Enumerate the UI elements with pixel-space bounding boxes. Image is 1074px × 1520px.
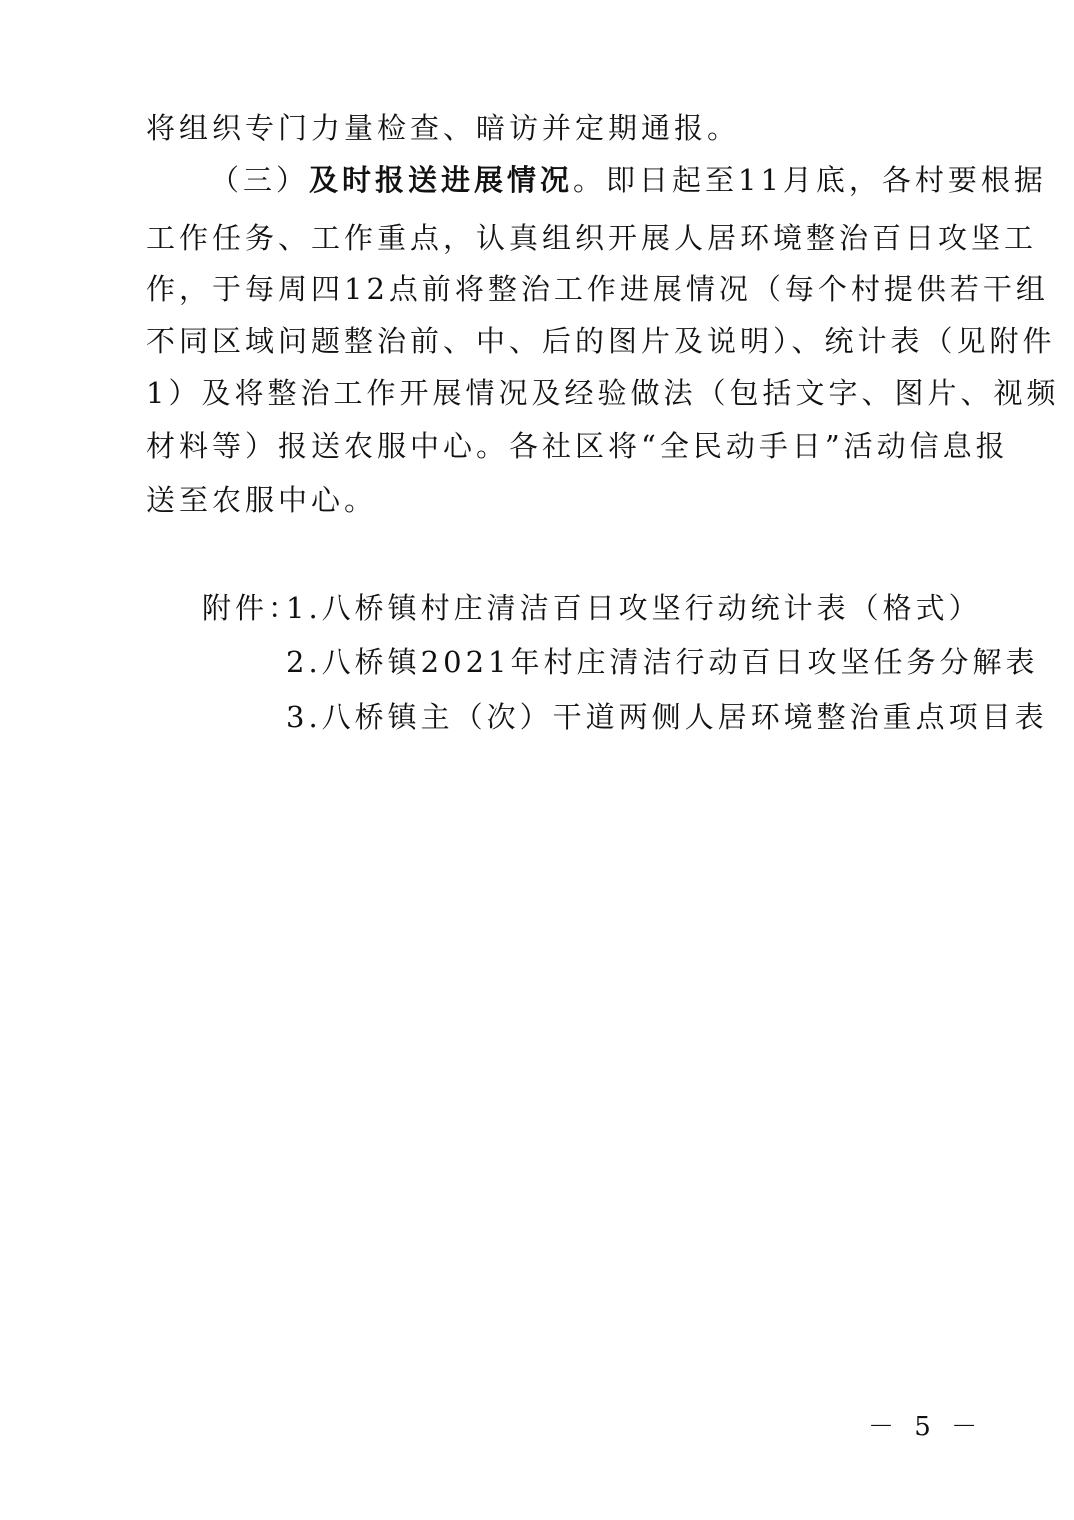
paragraph-continuation-line: 将组织专门力量检查、暗访并定期通报。 bbox=[146, 111, 741, 145]
attachment-item: 2.八桥镇2021年村庄清洁行动百日攻坚任务分解表 bbox=[286, 645, 1039, 679]
paragraph-text: 。即日起至11月底，各村要根据 bbox=[573, 163, 1047, 197]
section-title: 及时报送进展情况 bbox=[309, 163, 574, 197]
paragraph-line: 作，于每周四12点前将整治工作进展情况（每个村提供若干组 bbox=[146, 272, 1049, 306]
attachment-item: 3.八桥镇主（次）干道两侧人居环境整治重点项目表 bbox=[286, 700, 1048, 734]
paragraph-line: 不同区域问题整治前、中、后的图片及说明）、统计表（见附件 bbox=[146, 324, 1056, 358]
attachment-item: 1.八桥镇村庄清洁百日攻坚行动统计表（格式） bbox=[286, 591, 982, 625]
section-heading-line bbox=[210, 160, 1047, 200]
paragraph-line: 送至农服中心。 bbox=[146, 483, 378, 517]
paragraph-line: 材料等）报送农服中心。各社区将“全民动手日”活动信息报 bbox=[146, 429, 1009, 463]
page-number: － 5 － bbox=[868, 1412, 984, 1442]
paragraph-line: 工作任务、工作重点，认真组织开展人居环境整治百日攻坚工 bbox=[146, 221, 1038, 255]
section-number: （三） bbox=[210, 163, 310, 197]
paragraph-line: 1）及将整治工作开展情况及经验做法（包括文字、图片、视频 bbox=[146, 376, 1060, 410]
attachments-label: 附件： bbox=[202, 591, 302, 625]
